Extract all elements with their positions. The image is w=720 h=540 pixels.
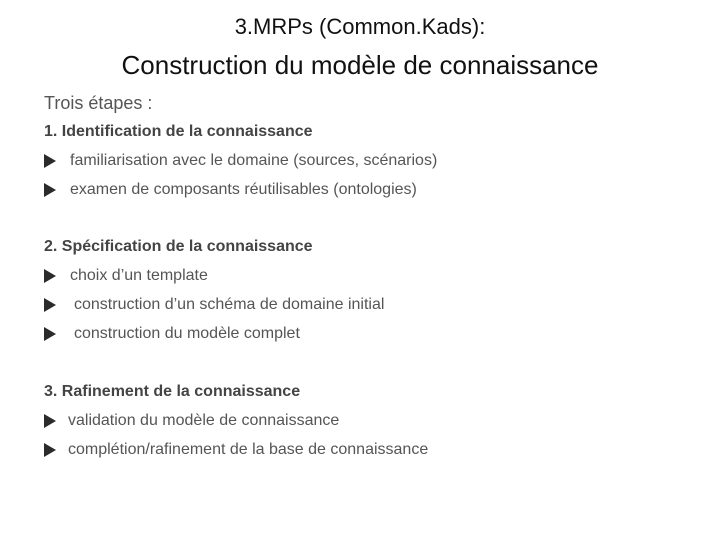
list-item: [44, 406, 428, 435]
list-item-text: familiarisation avec le domaine (sources, scénarios): [70, 152, 438, 169]
list-item: [44, 290, 384, 319]
slide-title-main: Construction du modèle de connaissance: [121, 50, 599, 80]
arrowhead-bullet-icon: [44, 183, 56, 197]
section-identification: [44, 117, 437, 204]
list-item: [44, 175, 437, 204]
list-item-text: construction d’un schéma de domaine initial: [74, 296, 385, 313]
list-item-text: validation du modèle de connaissance: [68, 412, 340, 429]
arrowhead-bullet-icon: [44, 443, 56, 457]
list-item-text: choix d’un template: [70, 267, 208, 284]
arrowhead-bullet-icon: [44, 298, 56, 312]
section-specification: [44, 232, 384, 348]
section-heading: 1. Identification de la connaissance: [44, 123, 313, 140]
arrowhead-bullet-icon: [44, 154, 56, 168]
list-item: [44, 261, 384, 290]
list-item: [44, 146, 437, 175]
arrowhead-bullet-icon: [44, 269, 56, 283]
arrowhead-bullet-icon: [44, 327, 56, 341]
intro-text: Trois étapes :: [44, 93, 153, 113]
list-item-text: examen de composants réutilisables (ontologies): [70, 181, 417, 198]
slide-title-top: 3.MRPs (Common.Kads):: [234, 14, 486, 39]
list-item: [44, 435, 428, 464]
section-rafinement: [44, 377, 428, 464]
section-heading: 3. Rafinement de la connaissance: [44, 383, 301, 400]
list-item: [44, 319, 384, 348]
list-item-text: construction du modèle complet: [74, 325, 300, 342]
section-heading: 2. Spécification de la connaissance: [44, 238, 313, 255]
list-item-text: complétion/rafinement de la base de connaissance: [68, 441, 429, 458]
arrowhead-bullet-icon: [44, 414, 56, 428]
